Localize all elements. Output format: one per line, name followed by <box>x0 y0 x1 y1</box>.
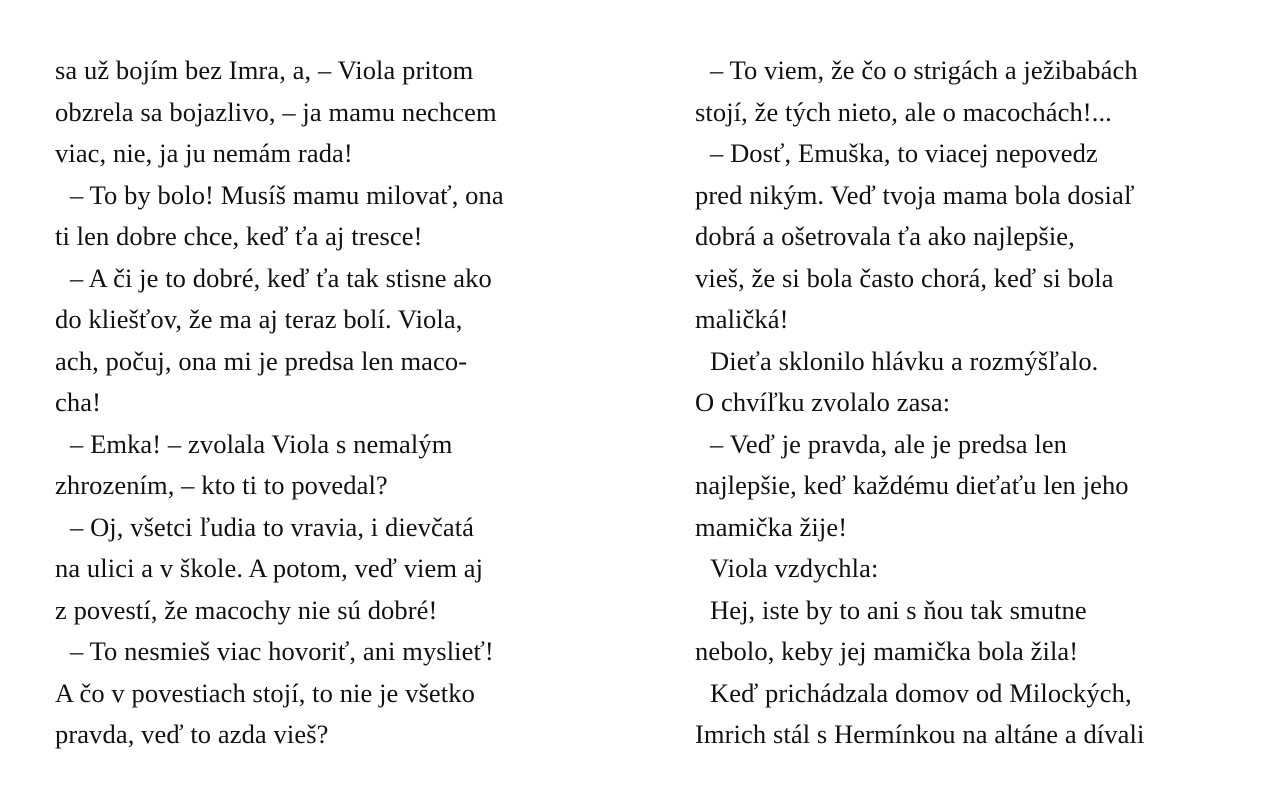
text-line: najlepšie, keď každému dieťaťu len jeho <box>695 470 1129 500</box>
text-line: cha! <box>55 387 101 417</box>
text-line: ti len dobre chce, keď ťa aj tresce! <box>55 221 423 251</box>
text-line: A čo v povestiach stojí, to nie je všetko <box>55 677 475 708</box>
text-line: – Oj, všetci ľudia to vravia, i dievčatá <box>70 511 475 542</box>
text-line: obzrela sa bojazlivo, – ja mamu nechcem <box>55 96 497 127</box>
text-line: Viola vzdychla: <box>710 553 879 583</box>
text-line: stojí, že tých nieto, ale o macochách!... <box>695 96 1112 127</box>
text-line: z povestí, že macochy nie sú dobré! <box>55 594 438 625</box>
text-line: – Veď je pravda, ale je predsa len <box>710 428 1068 459</box>
text-line: vieš, že si bola často chorá, keď si bola <box>695 262 1114 293</box>
text-line: mamička žije! <box>695 511 848 542</box>
right-page <box>695 50 1255 756</box>
text-line: Imrich stál s Hermínkou na altáne a dívali <box>695 719 1145 749</box>
text-line: – To nesmieš viac hovoriť, ani myslieť! <box>70 636 494 666</box>
text-line: Dieťa sklonilo hlávku a rozmýšľalo. <box>710 345 1099 376</box>
text-line: O chvíľku zvolalo zasa: <box>695 387 951 417</box>
text-line: Keď prichádzala domov od Milockých, <box>710 677 1132 708</box>
text-line: sa už bojím bez Imra, a, – Viola pritom <box>55 55 474 85</box>
left-page <box>55 50 615 756</box>
text-line: viac, nie, ja ju nemám rada! <box>55 138 353 168</box>
text-line: – To by bolo! Musíš mamu milovať, ona <box>70 179 504 210</box>
text-line: – To viem, že čo o strigách a ježibabách <box>710 55 1138 85</box>
text-line: na ulici a v škole. A potom, veď viem aj <box>55 553 484 583</box>
text-line: – A či je to dobré, keď ťa tak stisne ako <box>70 262 492 293</box>
text-line: do kliešťov, že ma aj teraz bolí. Viola, <box>55 304 463 334</box>
text-line: nebolo, keby jej mamička bola žila! <box>695 636 1079 666</box>
text-line: zhrozením, – kto ti to povedal? <box>55 470 388 500</box>
text-line: – Dosť, Emuška, to viacej nepovedz <box>710 138 1098 168</box>
text-line: dobrá a ošetrovala ťa ako najlepšie, <box>695 221 1075 251</box>
text-line: – Emka! – zvolala Viola s nemalým <box>70 428 453 459</box>
text-line: ach, počuj, ona mi je predsa len maco- <box>55 345 468 376</box>
text-line: pred nikým. Veď tvoja mama bola dosiaľ <box>695 179 1135 210</box>
text-line: Hej, iste by to ani s ňou tak smutne <box>710 594 1087 625</box>
text-line: pravda, veď to azda vieš? <box>55 719 329 749</box>
text-line: maličká! <box>695 304 789 334</box>
